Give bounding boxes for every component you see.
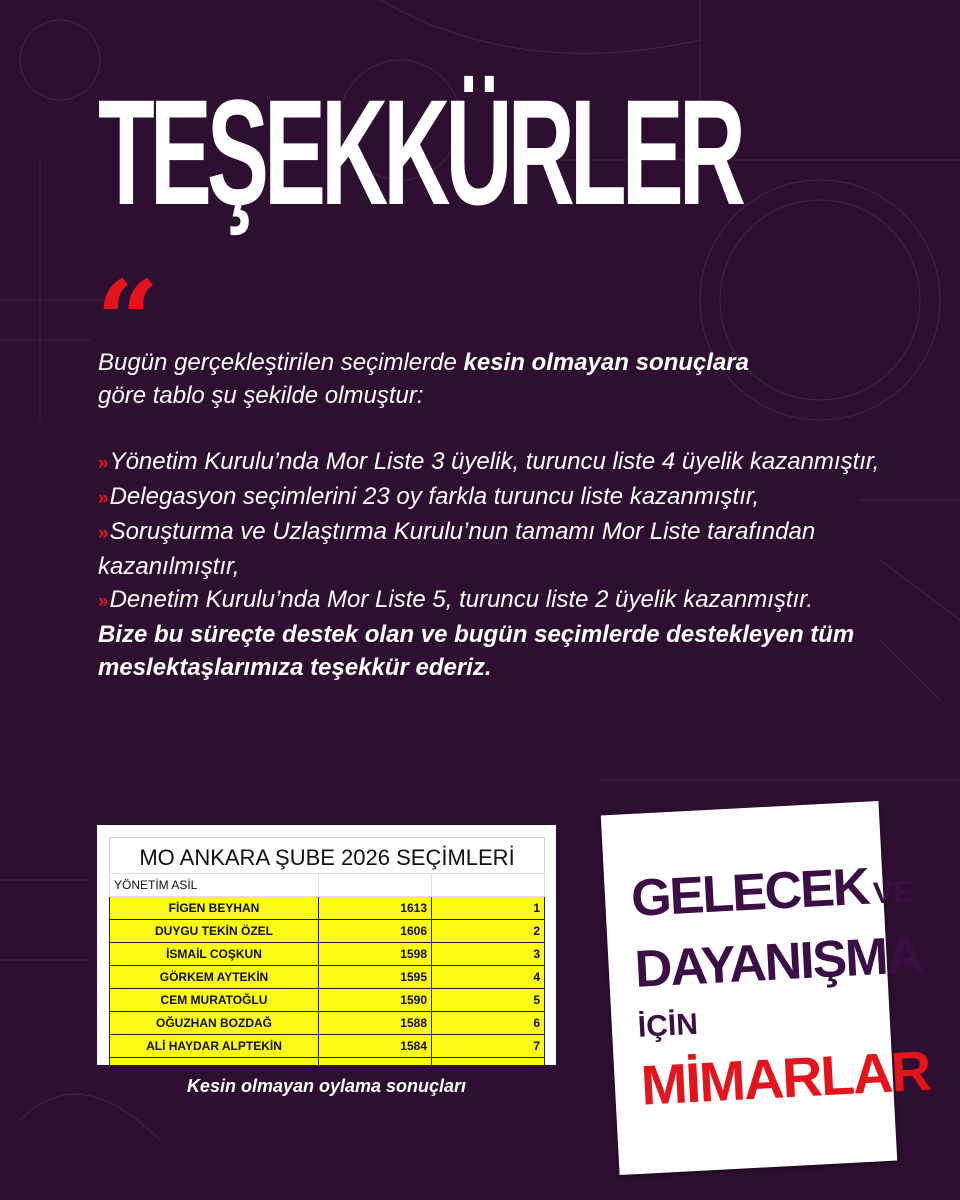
results-table (109, 873, 545, 1065)
table-caption: Kesin olmayan oylama sonuçları (186, 1076, 467, 1096)
bullet-text: Delegasyon seçimlerini 23 oy farkla turuncu liste kazanmıştır, (109, 483, 760, 510)
bullet-arrow-icon: » (98, 591, 106, 612)
table-row (110, 1012, 545, 1035)
rank: 2 (432, 920, 545, 943)
sign-word: VE (872, 875, 914, 911)
bullet-text: Soruşturma ve Uzlaştırma Kurulu’nun tamamı Mor Liste tarafından kazanılmıştır, (98, 518, 816, 580)
announcement-text (98, 346, 898, 684)
section-label: YÖNETİM ASİL (110, 874, 319, 897)
bullet-text: Denetim Kurulu’nda Mor Liste 5, turuncu liste 2 üyelik kazanmıştır. (109, 586, 813, 613)
bullet-item (98, 445, 898, 480)
vote-count: 1606 (319, 920, 432, 943)
intro-emphasis: kesin olmayan sonuçlara (463, 349, 749, 376)
vote-count: 1590 (319, 989, 432, 1012)
table-row (110, 966, 545, 989)
rank: 5 (432, 989, 545, 1012)
table-header-row (110, 874, 545, 897)
vote-count: 1613 (319, 897, 432, 920)
results-table-image (97, 825, 556, 1065)
cut-off-cell (319, 1058, 432, 1066)
candidate-name: DUYGU TEKİN ÖZEL (110, 920, 319, 943)
table-row (110, 1035, 545, 1058)
quote-mark-icon: “ (96, 256, 160, 385)
campaign-sign (601, 801, 932, 1175)
candidate-name: OĞUZHAN BOZDAĞ (110, 1012, 319, 1035)
cut-off-cell (432, 1058, 545, 1066)
intro-line-2: göre tablo şu şekilde olmuştur: (98, 382, 424, 409)
bullet-item (98, 480, 898, 515)
bullet-arrow-icon: » (98, 453, 106, 474)
closing-statement: Bize bu süreçte destek olan ve bugün seçimlerde destekleyen tüm meslektaşlarımıza teşekkür ederiz. (98, 621, 855, 681)
table-row (110, 989, 545, 1012)
sign-line-2: DAYANIŞMA (633, 925, 924, 999)
candidate-name: FİGEN BEYHAN (110, 897, 319, 920)
sign-line-3: İÇİN (637, 1007, 699, 1044)
rank: 6 (432, 1012, 545, 1035)
sign-text (629, 857, 932, 1117)
candidate-name: CEM MURATOĞLU (110, 989, 319, 1012)
results-table-title: MO ANKARA ŞUBE 2026 SEÇİMLERİ (109, 837, 545, 879)
table-row (110, 897, 545, 920)
vote-count: 1595 (319, 966, 432, 989)
candidate-name: GÖRKEM AYTEKİN (110, 966, 319, 989)
vote-count: 1588 (319, 1012, 432, 1035)
rank: 3 (432, 943, 545, 966)
table-row (110, 920, 545, 943)
empty-cell (319, 874, 432, 897)
bullet-item (98, 515, 898, 583)
bullet-arrow-icon: » (98, 523, 106, 544)
intro-line-1 (98, 346, 898, 379)
bullet-arrow-icon: » (98, 488, 106, 509)
table-row-partial (110, 1058, 545, 1066)
bullet-item (98, 583, 898, 618)
candidate-name: İSMAİL COŞKUN (110, 943, 319, 966)
vote-count: 1584 (319, 1035, 432, 1058)
rank: 4 (432, 966, 545, 989)
bullet-text: Yönetim Kurulu’nda Mor Liste 3 üyelik, turuncu liste 4 üyelik kazanmıştır, (109, 448, 880, 475)
cut-off-cell (110, 1058, 319, 1066)
rank: 7 (432, 1035, 545, 1058)
sign-line-4: MİMARLAR (639, 1038, 932, 1117)
empty-cell (432, 874, 545, 897)
vote-count: 1598 (319, 943, 432, 966)
sign-line-1 (629, 857, 914, 941)
page-title: TEŞEKKÜRLER (98, 68, 741, 236)
table-row (110, 943, 545, 966)
sign-word: GELECEK (629, 857, 870, 929)
intro-text: Bugün gerçekleştirilen seçimlerde (98, 349, 464, 376)
rank: 1 (432, 897, 545, 920)
candidate-name: ALİ HAYDAR ALPTEKİN (110, 1035, 319, 1058)
